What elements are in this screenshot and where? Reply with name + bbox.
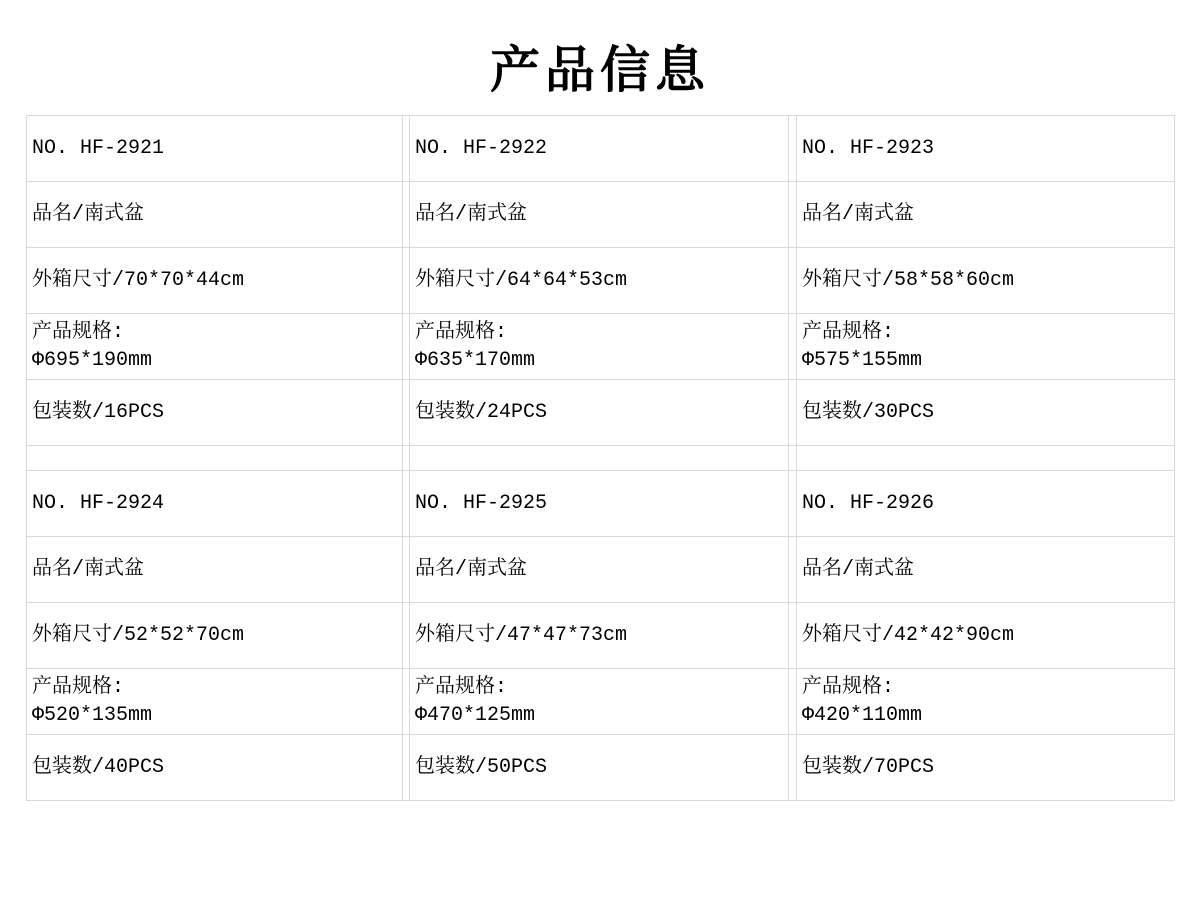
spec-value: Φ695*190mm (32, 348, 153, 372)
column-gap-cell (403, 314, 410, 380)
column-gap-cell (403, 669, 410, 735)
carton-size-cell: 外箱尺寸/64*64*53cm (410, 248, 789, 314)
product-no-cell: NO. HF-2924 (27, 471, 403, 537)
column-gap-cell (789, 669, 797, 735)
spacer-row-cell (410, 446, 789, 471)
spec-label: 产品规格: (32, 320, 125, 344)
packing-qty-cell: 包装数/24PCS (410, 380, 789, 446)
product-spec-cell (410, 669, 789, 735)
product-name-cell: 品名/南式盆 (797, 182, 1175, 248)
product-name-cell: 品名/南式盆 (410, 182, 789, 248)
spec-label: 产品规格: (415, 320, 508, 344)
product-spec-cell (797, 669, 1175, 735)
column-gap-cell (403, 182, 410, 248)
carton-size-cell: 外箱尺寸/47*47*73cm (410, 603, 789, 669)
spec-value: Φ635*170mm (415, 348, 536, 372)
column-gap-cell (789, 446, 797, 471)
packing-qty-cell: 包装数/40PCS (27, 735, 403, 801)
column-gap-cell (789, 116, 797, 182)
spec-value: Φ520*135mm (32, 703, 153, 727)
column-gap-cell (403, 446, 410, 471)
product-no-cell: NO. HF-2922 (410, 116, 789, 182)
spec-value: Φ420*110mm (802, 703, 923, 727)
column-gap-cell (403, 380, 410, 446)
product-table (26, 115, 1175, 801)
carton-size-cell: 外箱尺寸/58*58*60cm (797, 248, 1175, 314)
column-gap-cell (789, 314, 797, 380)
product-spec-cell (410, 314, 789, 380)
column-gap-cell (789, 248, 797, 314)
spec-label: 产品规格: (802, 675, 895, 699)
spec-label: 产品规格: (802, 320, 895, 344)
column-gap-cell (403, 248, 410, 314)
carton-size-cell: 外箱尺寸/42*42*90cm (797, 603, 1175, 669)
product-name-cell: 品名/南式盆 (27, 537, 403, 603)
carton-size-cell: 外箱尺寸/70*70*44cm (27, 248, 403, 314)
packing-qty-cell: 包装数/30PCS (797, 380, 1175, 446)
column-gap-cell (403, 603, 410, 669)
column-gap-cell (789, 380, 797, 446)
spec-value: Φ470*125mm (415, 703, 536, 727)
carton-size-cell: 外箱尺寸/52*52*70cm (27, 603, 403, 669)
spec-label: 产品规格: (32, 675, 125, 699)
column-gap-cell (403, 735, 410, 801)
spacer-row-cell (797, 446, 1175, 471)
packing-qty-cell: 包装数/70PCS (797, 735, 1175, 801)
product-spec-cell (27, 669, 403, 735)
column-gap-cell (789, 471, 797, 537)
column-gap-cell (403, 537, 410, 603)
page-title: 产品信息 (490, 42, 710, 98)
column-gap-cell (403, 116, 410, 182)
packing-qty-cell: 包装数/16PCS (27, 380, 403, 446)
product-name-cell: 品名/南式盆 (27, 182, 403, 248)
product-spec-cell (797, 314, 1175, 380)
column-gap-cell (789, 537, 797, 603)
spacer-row-cell (27, 446, 403, 471)
product-spec-cell (27, 314, 403, 380)
product-name-cell: 品名/南式盆 (410, 537, 789, 603)
column-gap-cell (789, 603, 797, 669)
product-no-cell: NO. HF-2923 (797, 116, 1175, 182)
packing-qty-cell: 包装数/50PCS (410, 735, 789, 801)
column-gap-cell (403, 471, 410, 537)
column-gap-cell (789, 735, 797, 801)
product-no-cell: NO. HF-2925 (410, 471, 789, 537)
spec-label: 产品规格: (415, 675, 508, 699)
column-gap-cell (789, 182, 797, 248)
product-name-cell: 品名/南式盆 (797, 537, 1175, 603)
product-no-cell: NO. HF-2926 (797, 471, 1175, 537)
product-no-cell: NO. HF-2921 (27, 116, 403, 182)
spec-value: Φ575*155mm (802, 348, 923, 372)
